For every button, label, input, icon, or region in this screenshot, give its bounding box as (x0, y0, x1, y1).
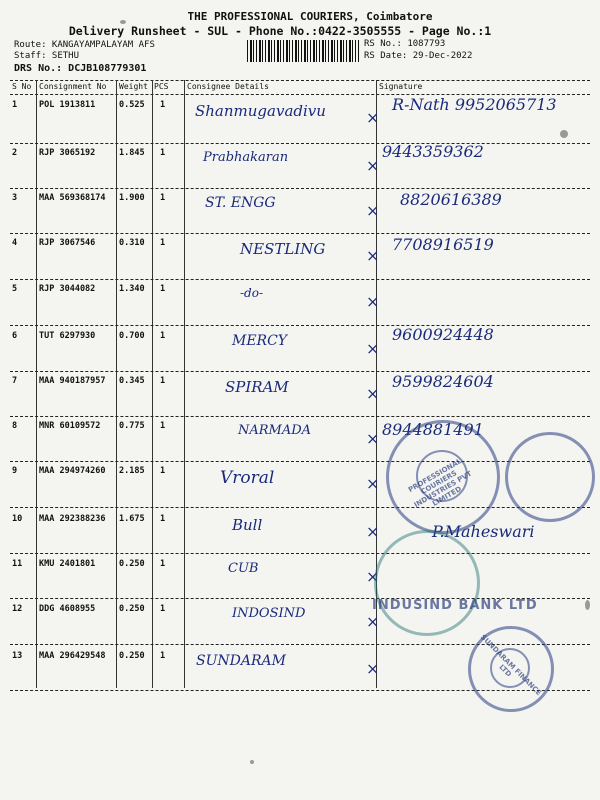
column-divider (116, 80, 117, 688)
row-weight: 0.775 (119, 421, 145, 431)
consignee-handwriting: NARMADA (238, 423, 312, 438)
row-pcs: 1 (160, 651, 166, 661)
row-separator (10, 461, 590, 462)
professional-stamp-text: PROFESSIONAL COURIERS INDUSTRIES PVT LIMITED (406, 457, 474, 510)
sundaram-stamp-text: SUNDARAM FINANCE LTD (478, 633, 543, 698)
rs-info (364, 38, 472, 62)
tick-mark-icon: × (366, 246, 380, 265)
col-header-weight: Weight (119, 82, 148, 91)
row-pcs: 1 (160, 100, 166, 110)
tick-mark-icon: × (366, 567, 380, 586)
row-separator (10, 325, 590, 326)
row-consignment-no: POL 1913811 (39, 100, 96, 110)
receiver-signature: 9599824604 (392, 372, 494, 391)
row-separator (10, 233, 590, 234)
consignee-handwriting: ST. ENGG (205, 195, 276, 211)
row-consignment-no: MNR 60109572 (39, 421, 101, 431)
column-divider (36, 80, 37, 688)
consignee-handwriting: NESTLING (240, 240, 326, 258)
row-weight: 0.345 (119, 376, 145, 386)
row-separator (10, 371, 590, 372)
row-pcs: 1 (160, 284, 166, 294)
row-consignment-no: RJP 3065192 (39, 148, 96, 158)
row-weight: 0.700 (119, 331, 145, 341)
receiver-signature: 8820616389 (400, 190, 502, 209)
row-consignment-no: TUT 6297930 (39, 331, 96, 341)
row-sno: 11 (12, 559, 23, 569)
row-weight: 0.250 (119, 604, 145, 614)
row-pcs: 1 (160, 331, 166, 341)
row-pcs: 1 (160, 514, 166, 524)
row-sno: 13 (12, 651, 23, 661)
column-divider (184, 80, 185, 688)
row-weight: 1.845 (119, 148, 145, 158)
private-limited-stamp (374, 530, 480, 636)
row-pcs: 1 (160, 604, 166, 614)
round-seal-stamp (505, 432, 595, 522)
receiver-signature: 9600924448 (392, 325, 494, 344)
row-sno: 9 (12, 466, 18, 476)
consignee-handwriting: Prabhakaran (203, 150, 289, 165)
tick-mark-icon: × (366, 201, 380, 220)
row-separator (10, 279, 590, 280)
consignee-handwriting: CUB (228, 561, 259, 576)
row-pcs: 1 (160, 559, 166, 569)
receiver-signature: 7708916519 (392, 235, 494, 254)
row-sno: 1 (12, 100, 18, 110)
consignee-handwriting: INDOSIND (232, 606, 306, 621)
tick-mark-icon: × (366, 612, 380, 631)
row-consignment-no: RJP 3044082 (39, 284, 96, 294)
tick-mark-icon: × (366, 429, 380, 448)
col-header-consignee: Consignee Details (187, 82, 269, 91)
drs-number: DRS No.: DCJB108779301 (14, 63, 147, 74)
row-consignment-no: MAA 294974260 (39, 466, 106, 476)
company-title: THE PROFESSIONAL COURIERS, Coimbatore (187, 10, 433, 23)
runsheet-subtitle: Delivery Runsheet - SUL - Phone No.:0422-3505555 - Page No.:1 (68, 24, 492, 38)
row-consignment-no: RJP 3067546 (39, 238, 96, 248)
row-consignment-no: MAA 296429548 (39, 651, 106, 661)
row-consignment-no: DDG 4608955 (39, 604, 96, 614)
row-consignment-no: KMU 2401801 (39, 559, 96, 569)
tick-mark-icon: × (366, 108, 380, 127)
col-header-sno: S No (12, 82, 32, 91)
column-divider (152, 80, 153, 688)
tick-mark-icon: × (366, 156, 380, 175)
staff-label: Staff: SETHU (14, 51, 80, 61)
scan-speck (250, 760, 254, 764)
consignee-handwriting: -do- (240, 286, 264, 300)
rs-date: RS Date: 29-Dec-2022 (364, 51, 473, 61)
row-separator (10, 507, 590, 508)
row-weight: 1.675 (119, 514, 145, 524)
row-sno: 12 (12, 604, 23, 614)
row-separator (10, 416, 590, 417)
receiver-signature: P.Maheswari (432, 522, 535, 541)
row-separator (10, 188, 590, 189)
row-pcs: 1 (160, 466, 166, 476)
row-weight: 0.310 (119, 238, 145, 248)
row-sno: 6 (12, 331, 18, 341)
row-weight: 0.250 (119, 651, 145, 661)
row-weight: 1.900 (119, 193, 145, 203)
row-sno: 4 (12, 238, 18, 248)
bank-stamp: INDUSIND BANK LTD (372, 598, 538, 613)
tick-mark-icon: × (366, 522, 380, 541)
tick-mark-icon: × (366, 384, 380, 403)
row-pcs: 1 (160, 148, 166, 158)
row-pcs: 1 (160, 193, 166, 203)
row-sno: 7 (12, 376, 18, 386)
rs-number: RS No.: 1087793 (364, 39, 446, 49)
row-consignment-no: MAA 940187957 (39, 376, 106, 386)
tick-mark-icon: × (366, 474, 380, 493)
col-header-pcs: PCS (154, 82, 169, 91)
row-weight: 2.185 (119, 466, 145, 476)
row-separator (10, 143, 590, 144)
barcode (247, 40, 359, 62)
receiver-signature: 9443359362 (382, 142, 484, 161)
consignee-handwriting: SPIRAM (225, 378, 289, 396)
row-weight: 1.340 (119, 284, 145, 294)
row-sno: 5 (12, 284, 18, 294)
row-separator (10, 553, 590, 554)
col-header-signature: Signature (379, 82, 423, 91)
row-sno: 2 (12, 148, 18, 158)
scan-speck (120, 20, 126, 24)
row-sno: 8 (12, 421, 18, 431)
consignee-handwriting: Shanmugavadivu (195, 102, 326, 120)
scan-speck (560, 130, 568, 138)
receiver-signature: 8944881491 (382, 420, 484, 439)
row-consignment-no: MAA 569368174 (39, 193, 106, 203)
row-pcs: 1 (160, 376, 166, 386)
row-weight: 0.525 (119, 100, 145, 110)
consignee-handwriting: Bull (232, 516, 263, 534)
col-header-consignment: Consignment No (39, 82, 107, 91)
receiver-signature: R-Nath 9952065713 (392, 95, 557, 114)
tick-mark-icon: × (366, 659, 380, 678)
row-consignment-no: MAA 292388236 (39, 514, 106, 524)
tick-mark-icon: × (366, 339, 380, 358)
consignee-handwriting: MERCY (232, 333, 288, 349)
scan-speck (585, 600, 590, 610)
table-rule (10, 80, 590, 81)
row-weight: 0.250 (119, 559, 145, 569)
tick-mark-icon: × (366, 292, 380, 311)
row-sno: 3 (12, 193, 18, 203)
consignee-handwriting: Vroral (220, 468, 275, 488)
consignee-handwriting: SUNDARAM (196, 653, 286, 669)
row-pcs: 1 (160, 421, 166, 431)
row-pcs: 1 (160, 238, 166, 248)
row-sno: 10 (12, 514, 23, 524)
route-label: Route: KANGAYAMPALAYAM AFS (14, 40, 155, 50)
